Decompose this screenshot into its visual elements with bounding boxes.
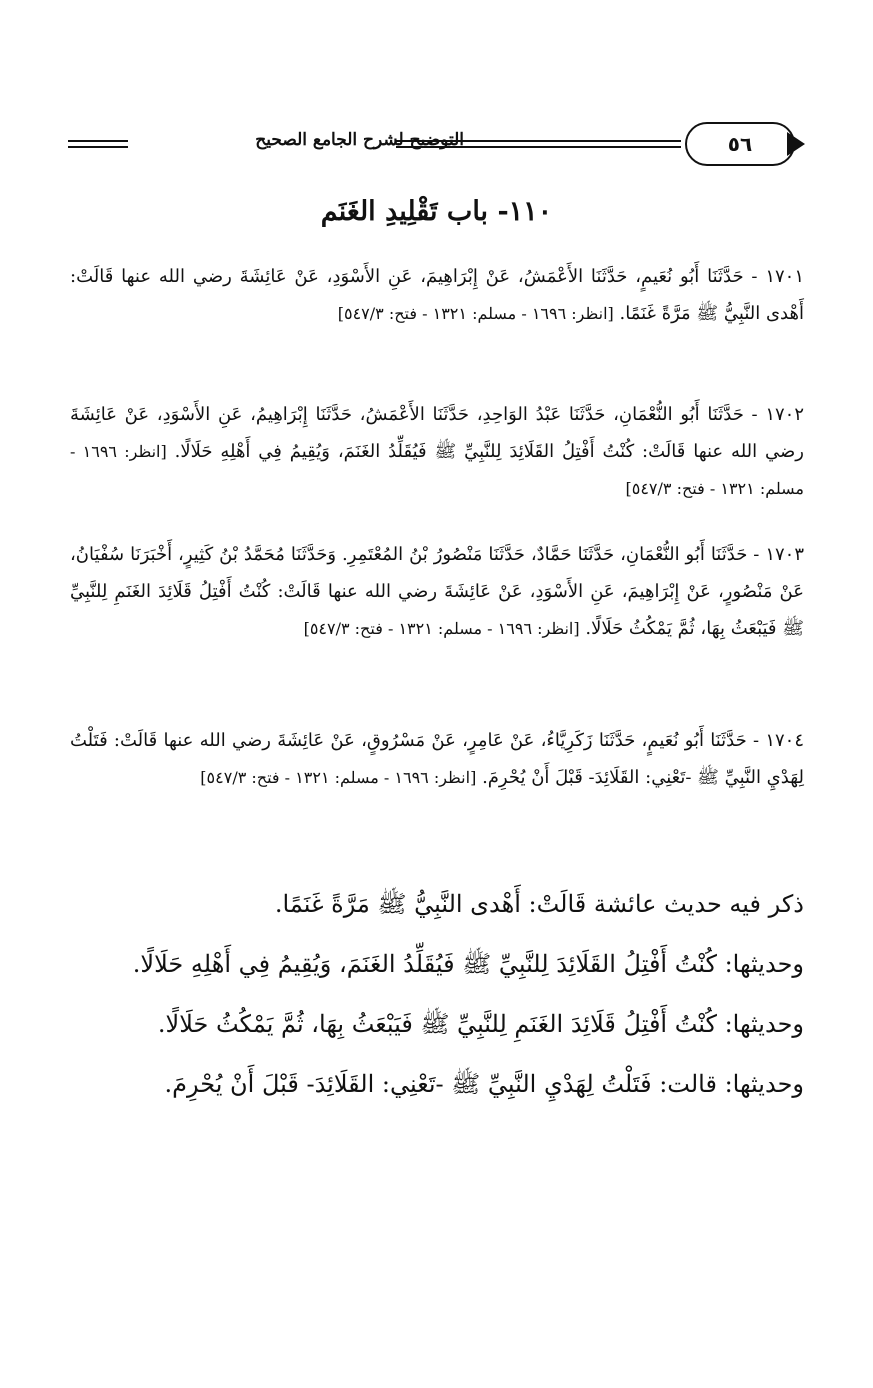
hadith-1703: ١٧٠٣ - حَدَّثَنَا أَبُو النُّعْمَانِ، حَدَّثَنَا حَمَّادٌ، حَدَّثَنَا مَنْصُورُ بْنُ المُعْتَمِرِ. وَحَدَّثَنَا مُحَمَّدُ بْنُ كَثِيرٍ، أَخْبَرَنَا سُفْيَانُ، عَنْ مَنْصُورٍ، عَنْ إِبْرَاهِيمَ، عَنِ الأَسْوَدِ، عَنْ عَائِشَةَ رضي الله عنها قَالَتْ: كُنْتُ أَفْتِلُ قَلَائِدَ الغَنَمِ لِلنَّبِيِّ ﷺ فَيَبْعَثُ بِهَا، ثُمَّ يَمْكُثُ حَلَالًا. [انظر: ١٦٩٦ - مسلم: ١٣٢١ - فتح: ٥٤٧/٣] — [70, 544, 804, 639]
header-rule-left-bottom — [68, 146, 128, 148]
commentary-paragraph: وحديثها: كُنْتُ أَفْتِلُ القَلَائِدَ لِلنَّبِيِّ ﷺ فَيُقَلِّدُ الغَنَمَ، وَيُقِيمُ فِي أَهْلِهِ حَلَالًا. — [132, 950, 804, 978]
commentary-paragraph: وحديثها: قالت: فَتَلْتُ لِهَدْيِ النَّبِيِّ ﷺ -تَعْنِي: القَلَائِدَ- قَبْلَ أَنْ يُحْرِمَ. — [164, 1070, 804, 1098]
hadith-reference: [انظر: ١٦٩٦ - مسلم: ١٣٢١ - فتح: ٥٤٧/٣] — [70, 442, 804, 498]
header-rule-middle-bottom — [396, 146, 681, 148]
running-header: التوضيح لشرح الجامع الصحيح ٥٦ — [60, 118, 800, 178]
hadith-reference: [انظر: ١٦٩٦ - مسلم: ١٣٢١ - فتح: ٥٤٧/٣] — [303, 619, 580, 638]
badge-arrow-icon — [787, 132, 805, 156]
page-number: ٥٦ — [727, 132, 753, 156]
page-number-badge — [685, 122, 795, 166]
header-rule-middle-top — [396, 140, 681, 142]
commentary-paragraph: ذكر فيه حديث عائشة قَالَتْ: أَهْدى النَّبِيُّ ﷺ مَرَّةً غَنَمًا. — [274, 890, 804, 918]
chapter-title: ١١٠- باب تَقْلِيدِ الغَنَم — [320, 196, 553, 227]
hadith-reference: [انظر: ١٦٩٦ - مسلم: ١٣٢١ - فتح: ٥٤٧/٣] — [337, 304, 614, 323]
hadith-reference: [انظر: ١٦٩٦ - مسلم: ١٣٢١ - فتح: ٥٤٧/٣] — [200, 768, 477, 787]
commentary-paragraph: وحديثها: كُنْتُ أَفْتِلُ قَلَائِدَ الغَنَمِ لِلنَّبِيِّ ﷺ فَيَبْعَثُ بِهَا، ثُمَّ يَمْكُثُ حَلَالًا. — [157, 1010, 804, 1038]
header-rule-left-top — [68, 140, 128, 142]
hadith-1701: ١٧٠١ - حَدَّثَنَا أَبُو نُعَيمٍ، حَدَّثَنَا الأَعْمَشُ، عَنْ إِبْرَاهِيمَ، عَنِ الأَسْوَدِ، عَنْ عَائِشَةَ رضي الله عنها قَالَتْ: أَهْدى النَّبِيُّ ﷺ مَرَّةً غَنَمًا. [انظر: ١٦٩٦ - مسلم: ١٣٢١ - فتح: ٥٤٧/٣] — [70, 266, 804, 324]
commentary — [70, 878, 804, 1118]
hadith-1702: ١٧٠٢ - حَدَّثَنَا أَبُو النُّعْمَانِ، حَدَّثَنَا عَبْدُ الوَاحِدِ، حَدَّثَنَا الأَعْمَشُ، حَدَّثَنَا إِبْرَاهِيمُ، عَنِ الأَسْوَدِ، عَنْ عَائِشَةَ رضي الله عنها قَالَتْ: كُنْتُ أَفْتِلُ القَلَائِدَ لِلنَّبِيِّ ﷺ فَيُقَلِّدُ الغَنَمَ، وَيُقِيمُ فِي أَهْلِهِ حَلَالًا. [انظر: ١٦٩٦ - مسلم: ١٣٢١ - فتح: ٥٤٧/٣] — [70, 404, 804, 498]
hadith-1704: ١٧٠٤ - حَدَّثَنَا أَبُو نُعَيمٍ، حَدَّثَنَا زَكَرِيَّاءُ، عَنْ عَامِرٍ، عَنْ مَسْرُوقٍ، عَنْ عَائِشَةَ رضي الله عنها قَالَتْ: فَتَلْتُ لِهَدْيِ النَّبِيِّ ﷺ -تَعْنِي: القَلَائِدَ- قَبْلَ أَنْ يُحْرِمَ. [انظر: ١٦٩٦ - مسلم: ١٣٢١ - فتح: ٥٤٧/٣] — [70, 730, 804, 788]
